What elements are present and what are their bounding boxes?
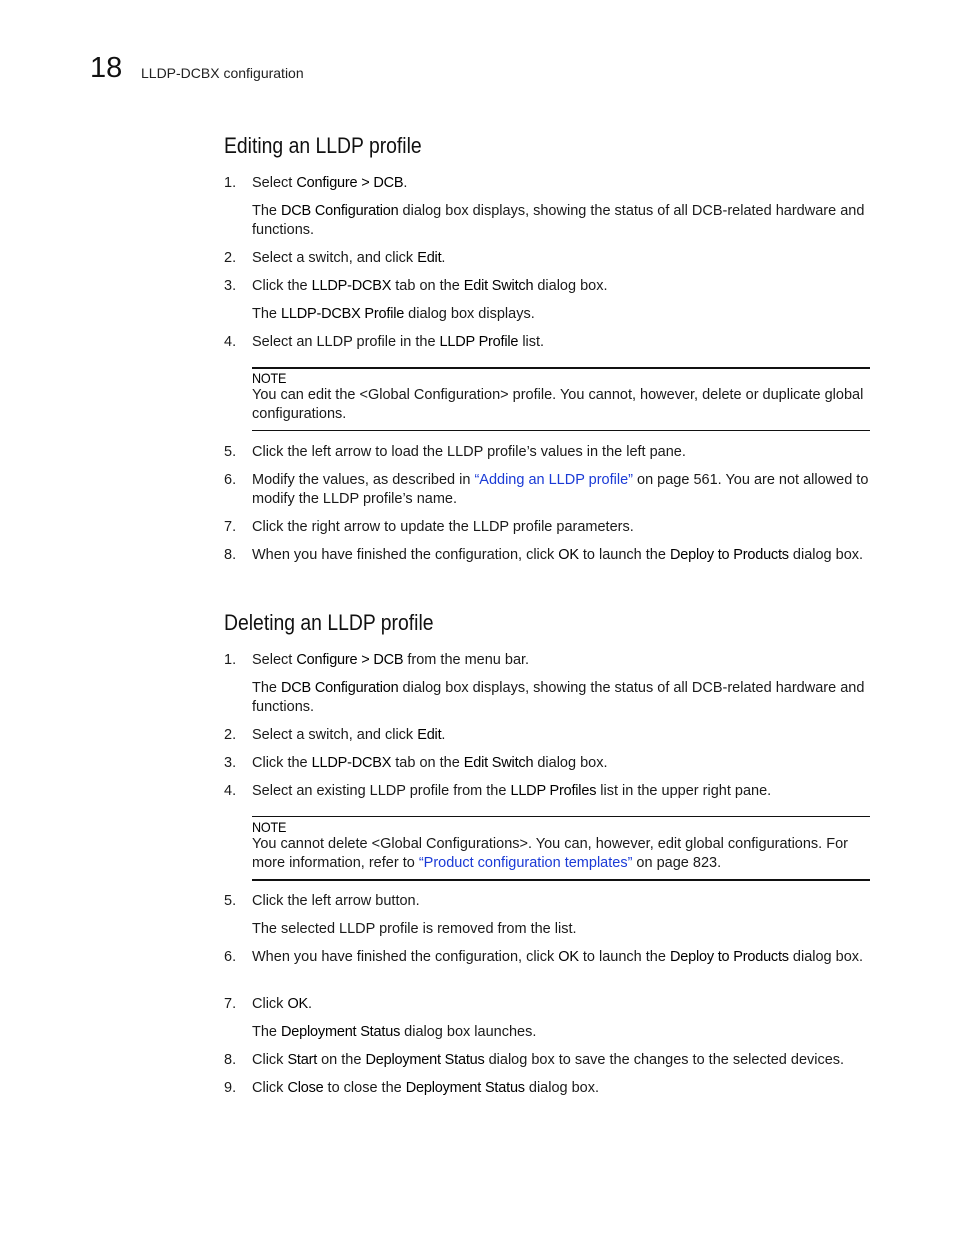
step-number: 5. [224,444,237,460]
step-text: Select a switch, and click Edit. [252,250,446,266]
step-text: Select an existing LLDP profile from the LLDP Profiles list in the upper right pane. [252,783,772,799]
link-product-configuration-templates[interactable]: “Product configuration templates” [418,855,633,871]
editing-step-3-result: The LLDP-DCBX Profile dialog box displays. [252,306,535,322]
note-box [252,816,870,880]
note-bottom-rule [252,879,870,881]
step-text: Click Close to close the Deployment Status dialog box. [252,1080,600,1096]
section-title-editing: Editing an LLDP profile [224,133,422,158]
step-text: Modify the values, as described in “Adding an LLDP profile” on page 561. You are not allowed to modify the LLDP profile’s name. [252,472,869,507]
deleting-step-1-result: The DCB Configuration dialog box displays, showing the status of all DCB-related hardware and functions. [252,680,865,715]
step-text: Click the right arrow to update the LLDP profile parameters. [252,519,634,535]
chapter-number: 18 [90,52,123,84]
deleting-step-7-result: The Deployment Status dialog box launches. [252,1024,537,1040]
section-title-deleting: Deleting an LLDP profile [224,610,434,635]
note-top-rule [252,367,870,369]
step-text: Click OK. [252,996,313,1012]
step-number: 8. [224,1052,237,1068]
note-bottom-rule [252,430,870,431]
step-text: Click the left arrow button. [252,893,420,909]
running-title: LLDP-DCBX configuration [141,65,304,81]
step-number: 4. [224,334,237,350]
step-number: 2. [224,727,237,743]
step-text: Click Start on the Deployment Status dialog box to save the changes to the selected devices. [252,1052,845,1068]
step-text: Select a switch, and click Edit. [252,727,446,743]
step-text: Click the LLDP-DCBX tab on the Edit Switch dialog box. [252,755,608,771]
note-label: NOTE [252,819,287,835]
step-text: Select an LLDP profile in the LLDP Profile list. [252,334,545,350]
note-text: You cannot delete <Global Configurations>. You can, however, edit global configurations. For more information, refer to “Product configuration templates” on page 823. [252,836,848,871]
step-text: When you have finished the configuration, click OK to launch the Deploy to Products dialog box. [252,949,864,965]
step-text: When you have finished the configuration, click OK to launch the Deploy to Products dialog box. [252,547,864,563]
step-text: Click the left arrow to load the LLDP profile’s values in the left pane. [252,444,686,460]
step-number: 7. [224,996,237,1012]
link-adding-lldp-profile[interactable]: “Adding an LLDP profile” [474,472,633,488]
step-text: Select Configure > DCB from the menu bar. [252,652,530,668]
note-top-rule [252,816,870,817]
step-number: 3. [224,755,237,771]
deleting-step-5-result: The selected LLDP profile is removed from the list. [252,921,577,937]
editing-step-1-result: The DCB Configuration dialog box displays, showing the status of all DCB-related hardware and functions. [252,203,865,238]
note-text: You can edit the <Global Configuration> profile. You cannot, however, delete or duplicate global configurations. [252,387,864,422]
step-number: 7. [224,519,237,535]
step-text: Select Configure > DCB. [252,175,408,191]
note-box [252,367,870,431]
step-number: 9. [224,1080,237,1096]
step-number: 4. [224,783,237,799]
note-label: NOTE [252,370,287,386]
step-number: 8. [224,547,237,563]
step-number: 2. [224,250,237,266]
step-number: 5. [224,893,237,909]
step-text: Click the LLDP-DCBX tab on the Edit Switch dialog box. [252,278,608,294]
step-number: 6. [224,472,237,488]
step-number: 1. [224,652,237,668]
step-number: 6. [224,949,237,965]
step-number: 3. [224,278,237,294]
step-number: 1. [224,175,237,191]
